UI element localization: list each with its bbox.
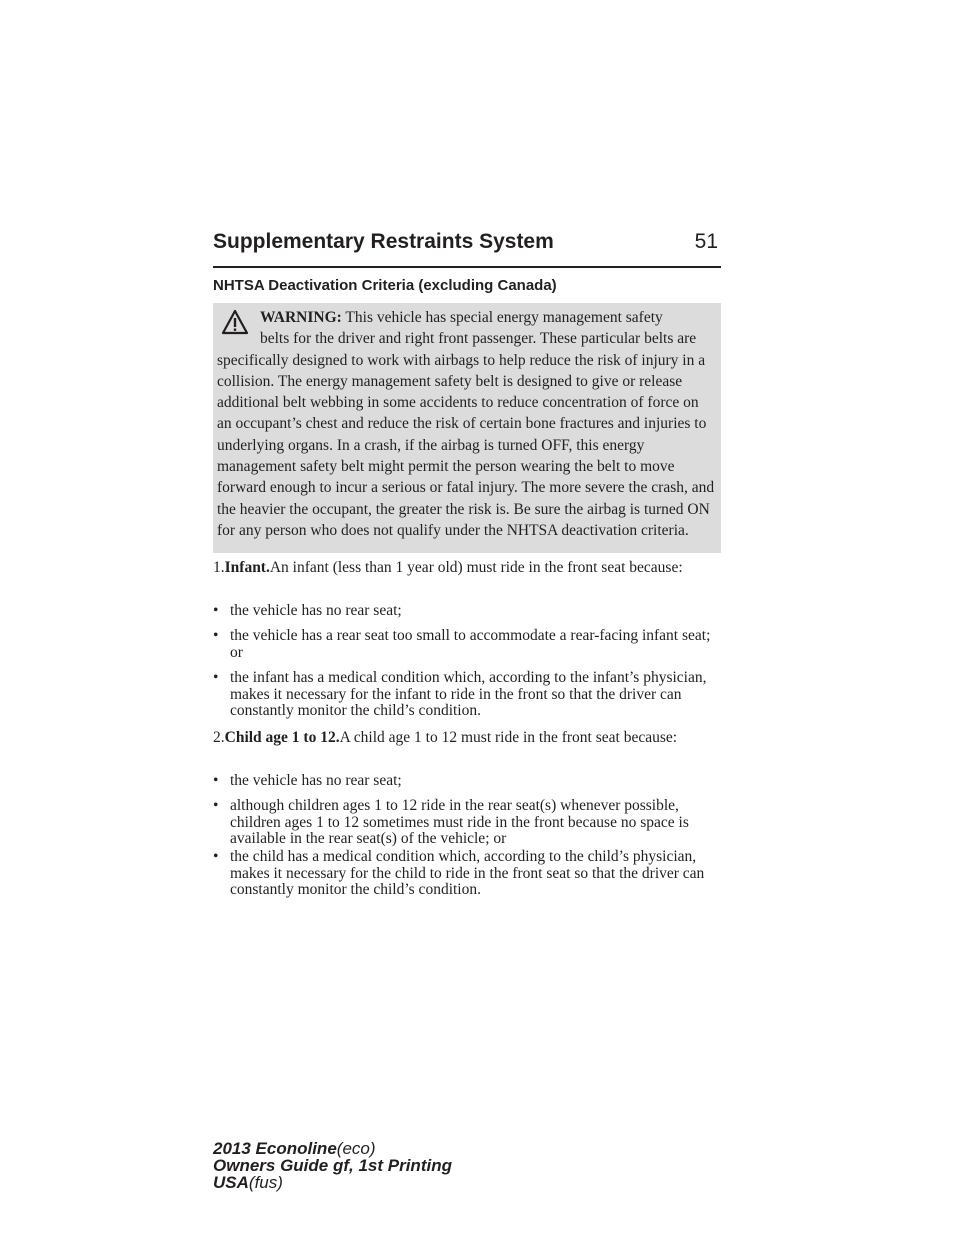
- item-2-number: 2.: [213, 729, 225, 746]
- footer-guide: Owners Guide gf, 1st Printing: [213, 1156, 452, 1175]
- footer-model: 2013 Econoline: [213, 1139, 337, 1158]
- item-2-bullet-3: the child has a medical condition which, according to the child’s physician, makes it necessary for the child to ride in the front seat so that the driver can constantly monitor the child’s condition.: [230, 848, 705, 898]
- page-number: 51: [694, 230, 718, 253]
- item-2-bullet-1: the vehicle has no rear seat;: [230, 772, 402, 789]
- bullet-dot: •: [213, 627, 219, 644]
- footer-market-code: (fus): [248, 1173, 283, 1192]
- bullet-dot: •: [213, 772, 219, 789]
- section-heading: NHTSA Deactivation Criteria (excluding Canada): [213, 277, 557, 294]
- bullet-dot: •: [213, 797, 219, 814]
- footer-print-info: [213, 1140, 452, 1191]
- item-1-intro: [213, 560, 721, 577]
- bullet-dot: •: [213, 669, 219, 686]
- warning-text-line2: belts for the driver and right front passenger. These particular belts are specifically designed to work with airbags to help reduce the risk of injury in a collision. The energy management safety belt is designed to give or release additional belt webbing in some accidents to reduce concentration of force on an occupant’s chest and reduce the risk of certain bone fractures and injuries to underlying organs. In a crash, if the airbag is turned OFF, this energy management safety belt might permit the person wearing the belt to move forward enough to incur a serious or fatal injury. The more severe the crash, and the heavier the occupant, the greater the risk is. Be sure the airbag is turned ON for any person who does not qualify under the NHTSA deactivation criteria.: [217, 330, 715, 539]
- list-item: [213, 603, 721, 620]
- bullet-dot: •: [213, 602, 219, 619]
- item-2-title: Child age 1 to 12.: [224, 729, 340, 746]
- warning-text-line1: This vehicle has special energy management safety: [345, 309, 663, 326]
- list-item: [213, 798, 721, 848]
- item-2-bullet-2: although children ages 1 to 12 ride in the rear seat(s) whenever possible, children ages 1 to 12 sometimes must ride in the front because no space is available in the rear seat(s) of the vehicle; or: [230, 797, 689, 847]
- bullet-dot: •: [213, 848, 219, 865]
- item-1-text: An infant (less than 1 year old) must ride in the front seat because:: [269, 559, 683, 576]
- list-item: [213, 849, 721, 899]
- list-item: [213, 628, 721, 661]
- item-1-bullet-3: the infant has a medical condition which, according to the infant’s physician, makes it necessary for the infant to ride in the front so that the driver can constantly monitor the child’s condition.: [230, 669, 707, 719]
- warning-label: WARNING:: [260, 309, 342, 326]
- header-title: Supplementary Restraints System: [213, 230, 554, 253]
- item-2-intro: [213, 730, 721, 747]
- footer-model-code: (eco): [336, 1139, 376, 1158]
- item-2-text: A child age 1 to 12 must ride in the front seat because:: [339, 729, 678, 746]
- page-header: [213, 228, 721, 268]
- item-1-bullet-2: the vehicle has a rear seat too small to accommodate a rear-facing infant seat; or: [230, 627, 711, 661]
- item-1-number: 1.: [213, 559, 225, 576]
- item-1-title: Infant.: [224, 559, 270, 576]
- list-item: [213, 773, 721, 790]
- warning-text: [217, 307, 717, 541]
- item-1-bullet-1: the vehicle has no rear seat;: [230, 602, 402, 619]
- list-item: [213, 670, 721, 720]
- footer-market: USA: [213, 1173, 249, 1192]
- warning-box: [213, 303, 721, 553]
